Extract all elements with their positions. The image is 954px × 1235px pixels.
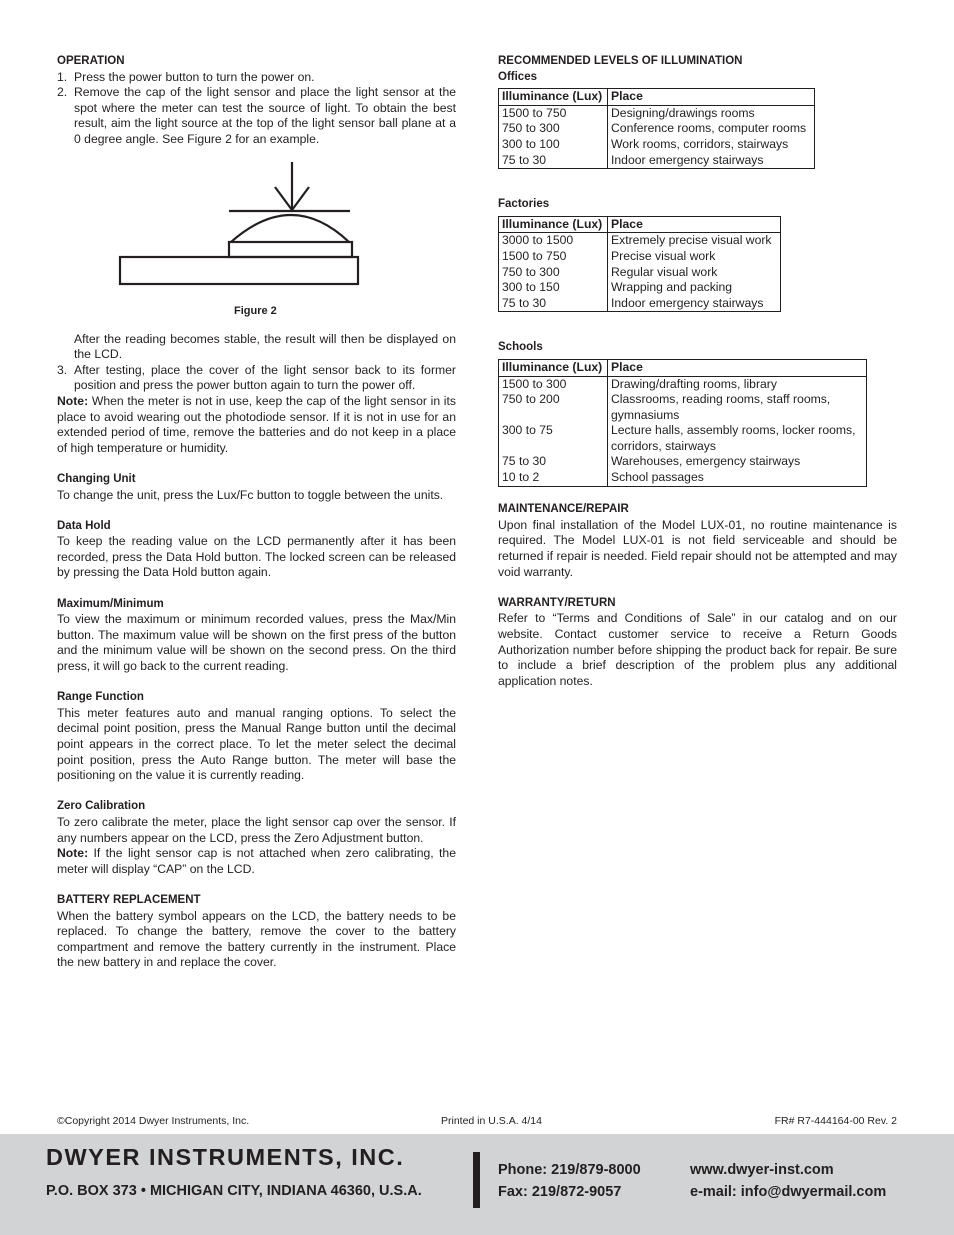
note-label: Note: (57, 846, 89, 861)
battery-text: When the battery symbol appears on the LCD, the battery needs to be replaced. To change the battery, remove the cover to the battery compartment and remove the battery currently in the instrument. Place the new battery in and replace the cover. (57, 908, 456, 970)
step-text: Remove the cap of the light sensor and place the light sensor at the spot where the meter can test the source of light. To obtain the best result, aim the light source at the top of the light sensor ball plane at a 0 degree angle. See Figure 2 for an example. (74, 85, 456, 146)
website-link[interactable]: www.dwyer-inst.com (690, 1162, 834, 1178)
maintenance-heading: MAINTENANCE/REPAIR (498, 503, 629, 516)
schools-table (498, 359, 867, 487)
figure-caption: Figure 2 (234, 304, 277, 317)
factories-heading: Factories (498, 198, 550, 211)
illuminance-cell: 1500 to 300 (499, 376, 608, 392)
table-row (499, 280, 781, 296)
illuminance-cell: 750 to 300 (499, 121, 608, 137)
printed-text: Printed in U.S.A. 4/14 (441, 1115, 542, 1127)
place-cell: Wrapping and packing (611, 280, 733, 295)
illuminance-cell: 300 to 100 (499, 137, 608, 153)
place-cell: Precise visual work (611, 248, 716, 263)
place-cell: Conference rooms, computer rooms (611, 121, 807, 136)
column-header-place: Place (608, 216, 781, 233)
illuminance-cell: 300 to 150 (499, 280, 608, 296)
warranty-heading: WARRANTY/RETURN (498, 596, 616, 609)
table-row (499, 137, 815, 153)
place-cell: Work rooms, corridors, stairways (611, 136, 789, 151)
illuminance-cell: 750 to 300 (499, 265, 608, 281)
range-heading: Range Function (57, 691, 144, 704)
note-label: Note: (57, 393, 89, 408)
figure-2 (57, 152, 456, 332)
range-text: This meter features auto and manual ranging options. To select the decimal point position, press the Manual Range button until the decimal point appears in the correct place. To let the meter select the decimal point position, press the Auto Range button. The meter will base the positioning on the value it is currently reading. (57, 705, 456, 783)
table-row (499, 249, 781, 265)
offices-heading: Offices (498, 70, 537, 83)
sensor-ball (231, 215, 349, 242)
step-text: Press the power button to turn the power on. (74, 69, 315, 84)
illuminance-cell: 750 to 200 (499, 392, 608, 423)
illuminance-cell: 75 to 30 (499, 454, 608, 470)
operation-note (57, 394, 456, 456)
zero-note (57, 846, 456, 877)
changing-unit-text: To change the unit, press the Lux/Fc button to toggle between the units. (57, 487, 444, 502)
illuminance-cell: 3000 to 1500 (499, 233, 608, 249)
table-row (499, 470, 867, 486)
form-number-text: FR# R7-444164-00 Rev. 2 (774, 1115, 897, 1127)
list-item (57, 70, 456, 86)
footer-bar (0, 1134, 954, 1235)
warranty-text: Refer to “Terms and Conditions of Sale” in our catalog and on our website. Contact customer service to receive a Return Goods Authorization number before shipping the product back for repair. Be sure to include a brief description of the problem plus any additional application notes. (498, 611, 897, 688)
table-row (499, 105, 815, 121)
copyright-text: ©Copyright 2014 Dwyer Instruments, Inc. (57, 1115, 250, 1127)
place-cell: Designing/drawings rooms (611, 105, 755, 120)
place-cell: Indoor emergency stairways (611, 152, 764, 167)
table-row (499, 392, 867, 423)
table-row (499, 121, 815, 137)
place-cell: Warehouses, emergency stairways (611, 454, 801, 469)
footer-divider (473, 1152, 480, 1208)
note-text: If the light sensor cap is not attached when zero calibrating, the meter will display “CAP” on the LCD. (57, 846, 456, 876)
data-hold-heading: Data Hold (57, 519, 111, 532)
column-header-illuminance: Illuminance (Lux) (499, 359, 608, 376)
table-row (499, 376, 867, 392)
illuminance-cell: 75 to 30 (499, 296, 608, 312)
place-cell: Extremely precise visual work (611, 233, 772, 248)
column-header-illuminance: Illuminance (Lux) (499, 216, 608, 233)
meter-body (120, 257, 358, 284)
right-column (498, 54, 897, 689)
email-link[interactable]: e-mail: info@dwyermail.com (690, 1184, 887, 1200)
column-header-illuminance: Illuminance (Lux) (499, 89, 608, 106)
data-hold-text: To keep the reading value on the LCD permanently after it has been recorded, press the Data Hold button. The locked screen can be released by pressing the Data Hold button again. (57, 534, 456, 580)
maintenance-text: Upon final installation of the Model LUX-01, no routine maintenance is required. The Model LUX-01 is not field serviceable and should be returned if repair is needed. Field repair should not be attempted and may void warranty. (498, 517, 897, 579)
table-row (499, 454, 867, 470)
illuminance-cell: 1500 to 750 (499, 249, 608, 265)
operation-steps (57, 70, 456, 148)
zero-heading: Zero Calibration (57, 800, 146, 813)
table-header-row (499, 216, 781, 233)
company-address: P.O. BOX 373 • MICHIGAN CITY, INDIANA 46360, U.S.A. (46, 1183, 422, 1199)
zero-text: To zero calibrate the meter, place the light sensor cap over the sensor. If any numbers appear on the LCD, press the Zero Adjustment button. (57, 814, 456, 845)
place-cell: Lecture halls, assembly rooms, locker rooms, corridors, stairways (611, 423, 856, 453)
place-cell: Drawing/drafting rooms, library (611, 376, 777, 391)
illumination-heading: RECOMMENDED LEVELS OF ILLUMINATION (498, 55, 743, 67)
light-sensor-diagram (117, 162, 362, 292)
list-item (57, 363, 456, 394)
table-row (499, 296, 781, 312)
list-item (57, 85, 456, 147)
company-logo-text: DWYER INSTRUMENTS, INC. (46, 1144, 405, 1170)
left-column (57, 54, 456, 971)
table-header-row (499, 89, 815, 106)
operation-heading: OPERATION (57, 55, 125, 67)
max-min-text: To view the maximum or minimum recorded values, press the Max/Min button. The maximum value will be shown on the first press of the button and the minimum value will be shown on the second press. On the third press, it will go back to the current reading. (57, 612, 456, 674)
offices-table (498, 88, 815, 169)
step-text: After testing, place the cover of the light sensor back to its former position and press the power button again to turn the power off. (74, 362, 456, 393)
table-row (499, 153, 815, 169)
operation-steps-cont (57, 363, 456, 394)
illuminance-cell: 300 to 75 (499, 423, 608, 454)
column-header-place: Place (608, 89, 815, 106)
sensor-base (229, 242, 352, 257)
step-number: 2. (57, 85, 68, 100)
schools-heading: Schools (498, 341, 543, 354)
place-cell: School passages (611, 470, 704, 485)
changing-unit-heading: Changing Unit (57, 472, 136, 485)
step-number: 3. (57, 362, 68, 377)
note-text: When the meter is not in use, keep the cap of the light sensor in its place to avoid wearing out the photodiode sensor. If it is not in use for an extended period of time, remove the batteries and do not keep in a place of high temperature or humidity. (57, 393, 456, 455)
place-cell: Regular visual work (611, 264, 718, 279)
place-cell: Indoor emergency stairways (611, 295, 764, 310)
step-number: 1. (57, 69, 68, 84)
max-min-heading: Maximum/Minimum (57, 597, 164, 610)
table-row (499, 265, 781, 281)
fax-number: Fax: 219/872-9057 (498, 1184, 622, 1200)
place-cell: Classrooms, reading rooms, staff rooms, gymnasiums (611, 392, 831, 422)
battery-heading: BATTERY REPLACEMENT (57, 893, 201, 906)
illuminance-cell: 75 to 30 (499, 153, 608, 169)
illuminance-cell: 10 to 2 (499, 470, 608, 486)
illuminance-cell: 1500 to 750 (499, 105, 608, 121)
after-figure-text: After the reading becomes stable, the result will then be displayed on the LCD. (74, 331, 456, 362)
column-header-place: Place (608, 359, 867, 376)
table-header-row (499, 359, 867, 376)
table-row (499, 423, 867, 454)
factories-table (498, 216, 781, 313)
table-row (499, 233, 781, 249)
phone-number: Phone: 219/879-8000 (498, 1162, 641, 1178)
